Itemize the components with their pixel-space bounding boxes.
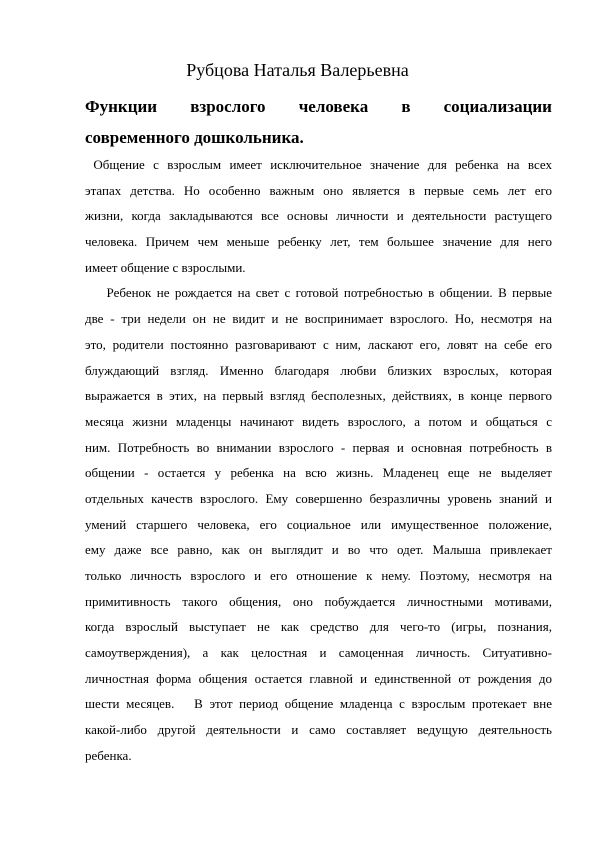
title-line-2: современного дошкольника. [85,128,304,147]
body-line: блуждающий взгляд. Именно благодаря любви близких взрослых, которая [85,362,552,378]
body-line: отдельных качеств взрослого. Ему совершенно безразличны уровень знаний и [85,490,552,506]
title-word: взрослого [190,97,266,116]
title-word: человека [298,97,369,116]
body-line: примитивность такого общения, оно побуждается личностными мотивами, [85,593,552,609]
body-line: когда взрослый выступает не как средство для чего-то (игры, познания, [85,619,552,635]
body-line: этапах детства. Но особенно важным оно является в первые семь лет его [85,182,552,198]
body-line: самоутверждения), а как целостная и самоценная личность. Ситуативно- [85,645,552,661]
body-line: две - три недели он не видит и не воспринимает взрослого. Но, несмотря на [85,311,552,327]
body-line: умений старшего человека, его социальное или имущественное положение, [85,516,552,532]
title-word: в [401,97,411,116]
body-line: шести месяцев. В этот период общение младенца с взрослым протекает вне [85,696,552,712]
body-line: Ребенок не рождается на свет с готовой потребностью в общении. В первые [85,285,552,301]
body-line: ребенка. [85,747,132,763]
body-line: какой-либо другой деятельности и само составляет ведущую деятельность [85,722,552,738]
body-line: человека. Причем чем меньше ребенку лет, тем большее значение для него [85,234,552,250]
body-line: жизни, когда закладываются все основы личности и деятельности растущего [85,208,552,224]
body-line: имеет общение с взрослыми. [85,259,246,275]
body-line: месяца жизни младенцы начинают видеть взрослого, а потом и общаться с [85,413,552,429]
body-line: личностная форма общения остается главной и единственной от рождения до [85,670,552,686]
body-text [85,152,552,769]
body-line: ним. Потребность во внимании взрослого - первая и основная потребность в [85,439,552,455]
body-line: это, родители постоянно разговаривают с ним, ласкают его, ловят на себе его [85,336,552,352]
title-word: социализации [443,97,552,116]
body-line: ему даже все равно, как он выглядит и во что одет. Малыша привлекает [85,542,552,558]
body-line: только личность взрослого и его отношение к нему. Поэтому, несмотря на [85,568,552,583]
title-word: Функции [85,97,158,116]
body-line: выражается в этих, на первый взгляд бесполезных, действиях, в конце первого [85,388,552,404]
body-line: общении - остается у ребенка на всю жизнь. Младенец еще не выделяет [85,465,552,481]
author-name: Рубцова Наталья Валерьевна [186,60,409,80]
body-line: Общение с взрослым имеет исключительное значение для ребенка на всех [85,157,552,172]
title-line-1 [85,96,552,118]
